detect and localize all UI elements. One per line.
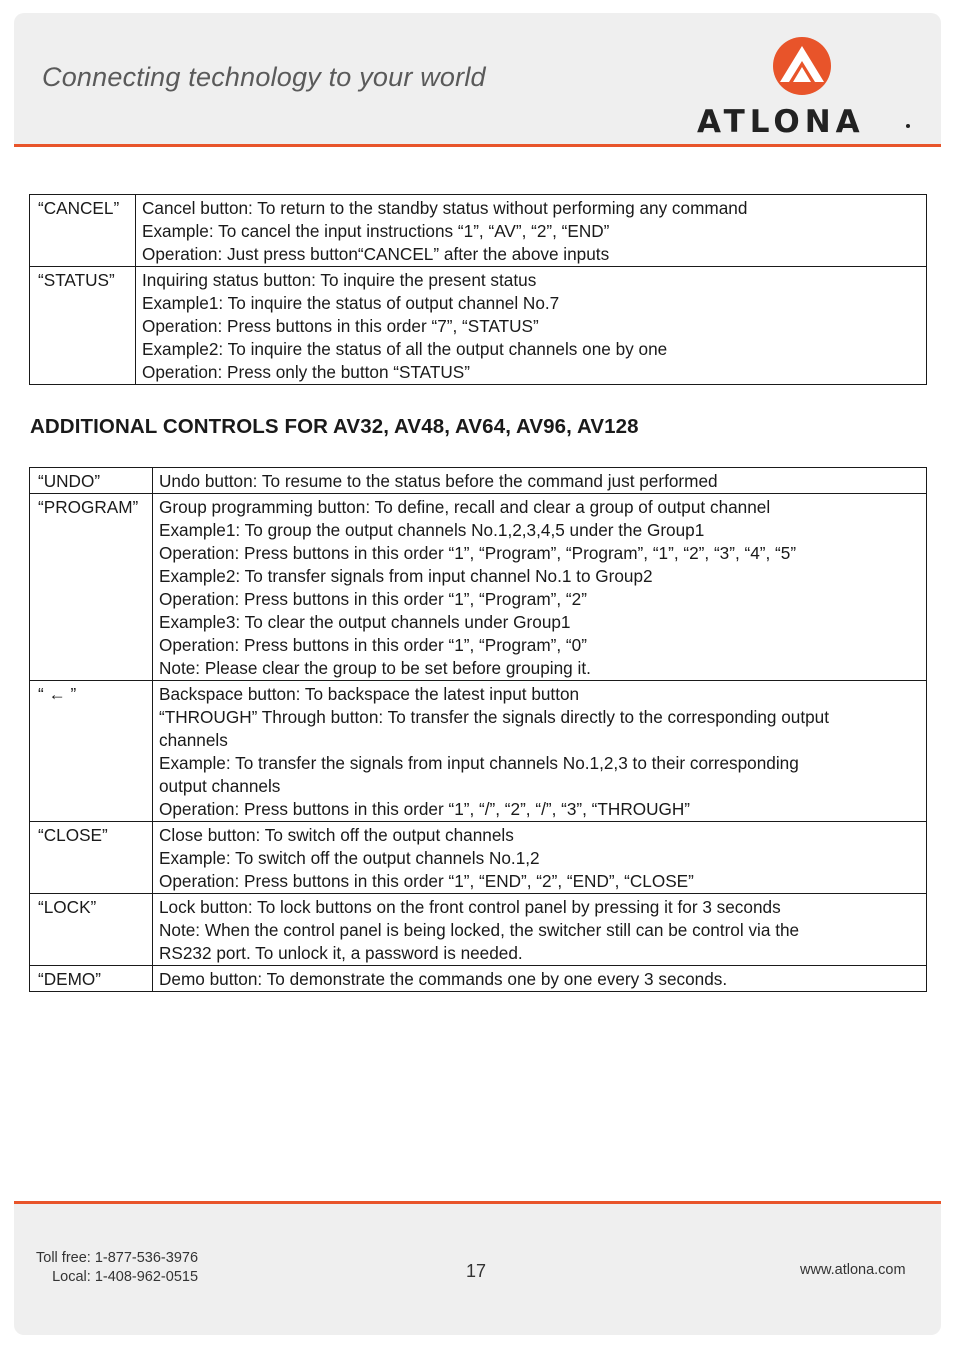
table-row xyxy=(30,494,927,681)
command-description-cell xyxy=(153,494,927,681)
logo-dot xyxy=(906,124,910,128)
table-row xyxy=(30,822,927,894)
command-description-cell xyxy=(153,894,927,966)
table-row xyxy=(30,195,927,267)
table-row xyxy=(30,681,927,822)
description-line: channels xyxy=(159,730,228,750)
description-line: Example2: To transfer signals from input channel No.1 to Group2 xyxy=(159,566,653,586)
description-line: Close button: To switch off the output channels xyxy=(159,825,514,845)
description-line: Example: To cancel the input instructions “1”, “AV”, “2”, “END” xyxy=(142,221,610,241)
description-line: Undo button: To resume to the status before the command just performed xyxy=(159,471,718,491)
command-table-basic xyxy=(29,194,927,385)
description-line: Example1: To group the output channels No.1,2,3,4,5 under the Group1 xyxy=(159,520,705,540)
command-key-cell: “CANCEL” xyxy=(30,195,136,267)
command-key-cell: “ ← ” xyxy=(30,681,153,822)
website-link[interactable]: www.atlona.com xyxy=(800,1262,906,1278)
description-line: Cancel button: To return to the standby status without performing any command xyxy=(142,198,748,218)
description-line: Example: To switch off the output channels No.1,2 xyxy=(159,848,540,868)
command-key-cell: “DEMO” xyxy=(30,966,153,992)
command-description-cell xyxy=(153,822,927,894)
description-line: Lock button: To lock buttons on the front control panel by pressing it for 3 seconds xyxy=(159,897,781,917)
description-line: Note: Please clear the group to be set before grouping it. xyxy=(159,658,591,678)
table-row xyxy=(30,468,927,494)
description-line: Example2: To inquire the status of all the output channels one by one xyxy=(142,339,668,359)
header-accent-rule xyxy=(14,144,941,147)
description-line: Group programming button: To define, recall and clear a group of output channel xyxy=(159,497,771,517)
table-row xyxy=(30,966,927,992)
description-line: Example3: To clear the output channels under Group1 xyxy=(159,612,571,632)
description-line: Demo button: To demonstrate the commands one by one every 3 seconds. xyxy=(159,969,728,989)
description-line: Operation: Press buttons in this order “1”, “Program”, “Program”, “1”, “2”, “3”, “4”, “5” xyxy=(159,543,797,563)
atlona-logo-wordmark: ATLONA xyxy=(697,104,865,140)
footer-contact xyxy=(36,1249,198,1287)
description-line: Backspace button: To backspace the latest input button xyxy=(159,684,580,704)
command-key-cell: “UNDO” xyxy=(30,468,153,494)
description-line: Example1: To inquire the status of output channel No.7 xyxy=(142,293,560,313)
toll-free-number: Toll free: 1-877-536-3976 xyxy=(36,1250,199,1266)
description-line: Operation: Press buttons in this order “1”, “END”, “2”, “END”, “CLOSE” xyxy=(159,871,694,891)
command-key-cell: “STATUS” xyxy=(30,267,136,385)
description-line: Operation: Press buttons in this order “1”, “Program”, “0” xyxy=(159,635,587,655)
command-key-cell: “PROGRAM” xyxy=(30,494,153,681)
description-line: Inquiring status button: To inquire the present status xyxy=(142,270,537,290)
header-tagline: Connecting technology to your world xyxy=(42,62,486,92)
command-table-additional xyxy=(29,467,927,992)
description-line: Operation: Press buttons in this order “1”, “/”, “2”, “/”, “3”, “THROUGH” xyxy=(159,799,691,819)
table-row xyxy=(30,267,927,385)
description-line: output channels xyxy=(159,776,281,796)
description-line: Example: To transfer the signals from input channels No.1,2,3 to their corresponding xyxy=(159,753,799,773)
section-heading: ADDITIONAL CONTROLS FOR AV32, AV48, AV64, AV96, AV128 xyxy=(30,415,639,438)
command-description-cell xyxy=(153,468,927,494)
description-line: Operation: Press buttons in this order “7”, “STATUS” xyxy=(142,316,539,336)
description-line: Operation: Press only the button “STATUS” xyxy=(142,362,470,382)
atlona-logo-icon xyxy=(772,36,832,96)
local-number: Local: 1-408-962-0515 xyxy=(52,1269,199,1285)
command-description-cell xyxy=(153,681,927,822)
description-line: Note: When the control panel is being locked, the switcher still can be control via the xyxy=(159,920,800,940)
command-key-cell: “LOCK” xyxy=(30,894,153,966)
description-line: “THROUGH” Through button: To transfer the signals directly to the corresponding output xyxy=(159,707,830,727)
command-description-cell xyxy=(136,267,927,385)
command-key-cell: “CLOSE” xyxy=(30,822,153,894)
description-line: Operation: Just press button“CANCEL” after the above inputs xyxy=(142,244,610,264)
command-description-cell xyxy=(153,966,927,992)
description-line: Operation: Press buttons in this order “1”, “Program”, “2” xyxy=(159,589,587,609)
page-number: 17 xyxy=(466,1261,487,1281)
table-row xyxy=(30,894,927,966)
description-line: RS232 port. To unlock it, a password is needed. xyxy=(159,943,523,963)
command-description-cell xyxy=(136,195,927,267)
